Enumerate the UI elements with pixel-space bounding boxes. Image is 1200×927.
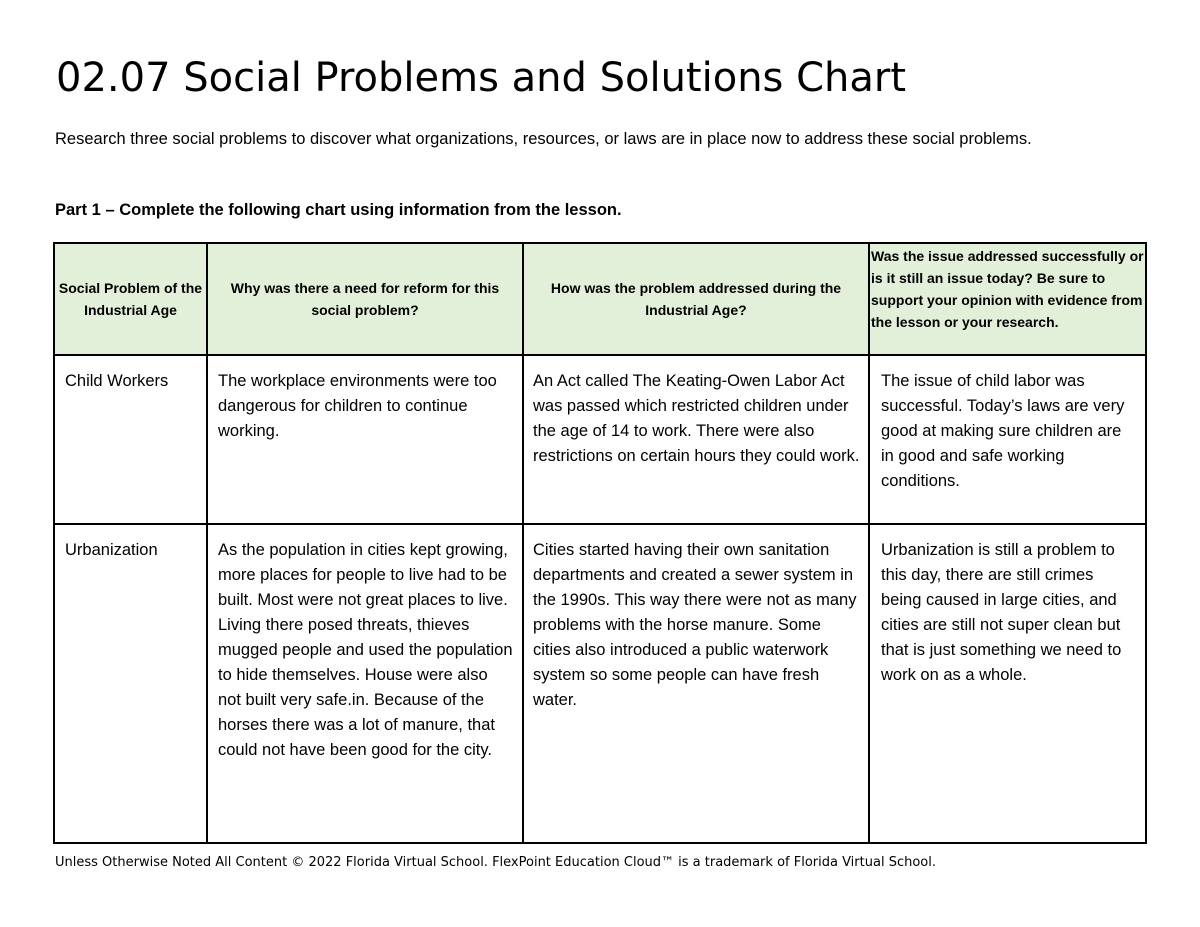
header-row [54, 243, 1146, 355]
intro-paragraph: Research three social problems to discover what organizations, resources, or laws are in place now to address these social problems. [55, 130, 1032, 148]
page-title: 02.07 Social Problems and Solutions Chart [56, 55, 907, 101]
cell-problem: Child Workers [54, 355, 207, 524]
social-problems-chart [53, 242, 1147, 844]
copyright-footer: Unless Otherwise Noted All Content © 2022 Florida Virtual School. FlexPoint Education Cloud™ is a trademark of Florida Virtual School. [55, 855, 936, 870]
cell-need: As the population in cities kept growing, more places for people to live had to be built. Most were not great places to live. Living there posed threats, thieves mugged people and used the population to hide themselves. House were also not built very safe.in. Because of the horses there was a lot of manure, that could not have been good for the city. [207, 524, 523, 843]
cell-need: The workplace environments were too dangerous for children to continue working. [207, 355, 523, 524]
cell-addressed: Cities started having their own sanitation departments and created a sewer system in the 1990s. This way there were not as many problems with the horse manure. Some cities also introduced a public waterwork system so some people can have fresh water. [523, 524, 869, 843]
header-addressed-successfully: Was the issue addressed successfully or is it still an issue today? Be sure to support your opinion with evidence from the lesson or your research. [869, 243, 1146, 355]
cell-problem: Urbanization [54, 524, 207, 843]
part-heading: Part 1 – Complete the following chart using information from the lesson. [55, 201, 622, 219]
cell-status: Urbanization is still a problem to this day, there are still crimes being caused in large cities, and cities are still not super clean but that is just something we need to work on as a whole. [869, 524, 1146, 843]
table-row [54, 355, 1146, 524]
cell-addressed: An Act called The Keating-Owen Labor Act was passed which restricted children under the age of 14 to work. There were also restrictions on certain hours they could work. [523, 355, 869, 524]
header-how-addressed: How was the problem addressed during the Industrial Age? [523, 243, 869, 355]
header-social-problem: Social Problem of the Industrial Age [54, 243, 207, 355]
cell-status: The issue of child labor was successful. Today’s laws are very good at making sure children are in good and safe working conditions. [869, 355, 1146, 524]
table-row [54, 524, 1146, 843]
header-need-for-reform: Why was there a need for reform for this social problem? [207, 243, 523, 355]
